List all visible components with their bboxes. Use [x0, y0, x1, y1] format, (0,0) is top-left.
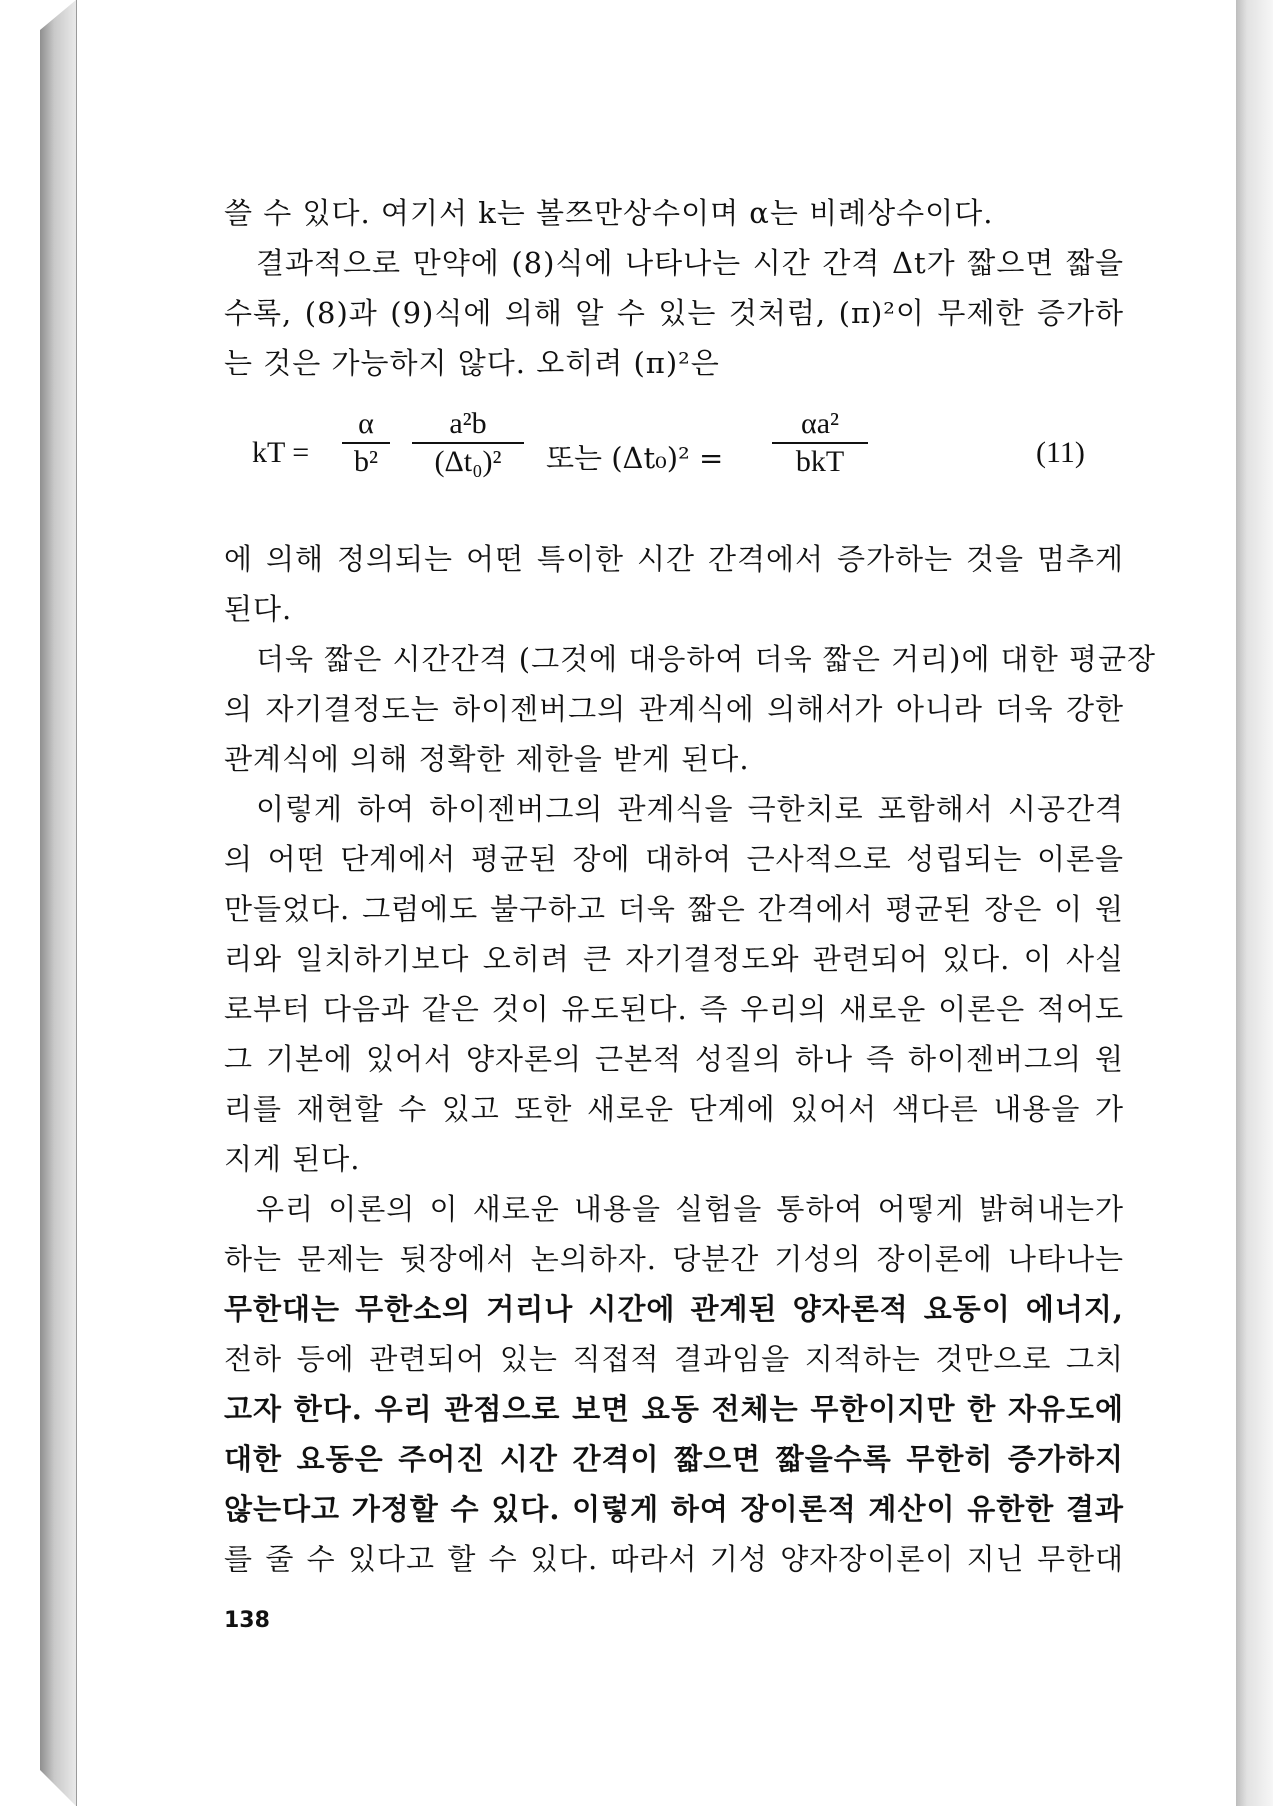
bottom-text-line: 에 의해 정의되는 어떤 특이한 시간 간격에서 증가하는 것을 멈추게	[224, 542, 1124, 576]
bottom-text-line: 리를 재현할 수 있고 또한 새로운 단계에 있어서 색다른 내용을 가	[224, 1092, 1124, 1126]
equation-fraction-1	[342, 406, 390, 480]
bottom-text-line: 더욱 짧은 시간간격 (그것에 대응하여 더욱 짧은 거리)에 대한 평균장	[256, 642, 1156, 676]
fraction-2-numerator: a²b	[412, 406, 524, 444]
bottom-text-line: 우리 이론의 이 새로운 내용을 실험을 통하여 어떻게 밝혀내는가	[256, 1192, 1124, 1226]
bottom-text-line: 이렇게 하여 하이젠버그의 관계식을 극한치로 포함해서 시공간격	[256, 792, 1124, 826]
bottom-text-line: 관계식에 의해 정확한 제한을 받게 된다.	[224, 742, 750, 776]
bottom-text-line: 지게 된다.	[224, 1142, 361, 1176]
page-content	[224, 188, 1156, 1584]
bottom-text-line: 무한대는 무한소의 거리나 시간에 관계된 양자론적 요동이 에너지,	[224, 1292, 1124, 1326]
equation-11	[224, 398, 1124, 526]
page-edge-shadow	[1236, 0, 1273, 1806]
bottom-text-line: 전하 등에 관련되어 있는 직접적 결과임을 지적하는 것만으로 그치	[224, 1342, 1124, 1376]
equation-lhs: kT =	[252, 436, 310, 469]
equation-number: (11)	[1036, 436, 1085, 469]
bottom-text-line: 하는 문제는 뒷장에서 논의하자. 당분간 기성의 장이론에 나타나는	[224, 1242, 1124, 1276]
fraction-3-denominator: bkT	[795, 445, 845, 478]
bottom-text-line: 리와 일치하기보다 오히려 큰 자기결정도와 관련되어 있다. 이 사실	[224, 942, 1124, 976]
fraction-3-numerator: αa²	[772, 406, 868, 444]
bottom-text-line: 된다.	[224, 592, 293, 626]
bottom-text-line: 대한 요동은 주어진 시간 간격이 짧으면 짧을수록 무한히 증가하지	[224, 1442, 1124, 1476]
fraction-1-denominator: b²	[354, 445, 378, 478]
bottom-text-line: 를 줄 수 있다고 할 수 있다. 따라서 기성 양자장이론이 지닌 무한대	[224, 1542, 1124, 1576]
bottom-text-line: 의 어떤 단계에서 평균된 장에 대하여 근사적으로 성립되는 이론을	[224, 842, 1124, 876]
text-block-bottom	[224, 534, 1156, 1584]
bottom-text-line: 의 자기결정도는 하이젠버그의 관계식에 의해서가 아니라 더욱 강한	[224, 692, 1124, 726]
text-block-top	[224, 188, 1124, 388]
equation-fraction-3	[772, 406, 868, 480]
bottom-text-line: 그 기본에 있어서 양자론의 근본적 성질의 하나 즉 하이젠버그의 원	[224, 1042, 1124, 1076]
book-spine	[40, 0, 76, 1806]
top-text-line: 쓸 수 있다. 여기서 k는 볼쯔만상수이며 α는 비례상수이다.	[224, 196, 994, 230]
equation-connector: 또는 (Δt₀)² =	[546, 441, 724, 475]
bottom-text-line: 고자 한다. 우리 관점으로 보면 요동 전체는 무한이지만 한 자유도에	[224, 1392, 1124, 1426]
bottom-text-line: 만들었다. 그럼에도 불구하고 더욱 짧은 간격에서 평균된 장은 이 원	[224, 892, 1124, 926]
bottom-text-line: 않는다고 가정할 수 있다. 이렇게 하여 장이론적 계산이 유한한 결과	[224, 1492, 1124, 1526]
equation-fraction-2	[412, 406, 524, 480]
top-text-line: 결과적으로 만약에 (8)식에 나타나는 시간 간격 Δt가 짧으면 짧을	[256, 246, 1124, 280]
fraction-1-numerator: α	[342, 406, 390, 444]
bottom-text-line: 로부터 다음과 같은 것이 유도된다. 즉 우리의 새로운 이론은 적어도	[224, 992, 1124, 1026]
top-text-line: 는 것은 가능하지 않다. 오히려 (π)²은	[224, 346, 720, 380]
page-number: 138	[224, 1608, 270, 1633]
top-text-line: 수록, (8)과 (9)식에 의해 알 수 있는 것처럼, (π)²이 무제한 증가하	[224, 296, 1124, 330]
fraction-2-denominator: (Δt₀)²	[434, 445, 502, 478]
